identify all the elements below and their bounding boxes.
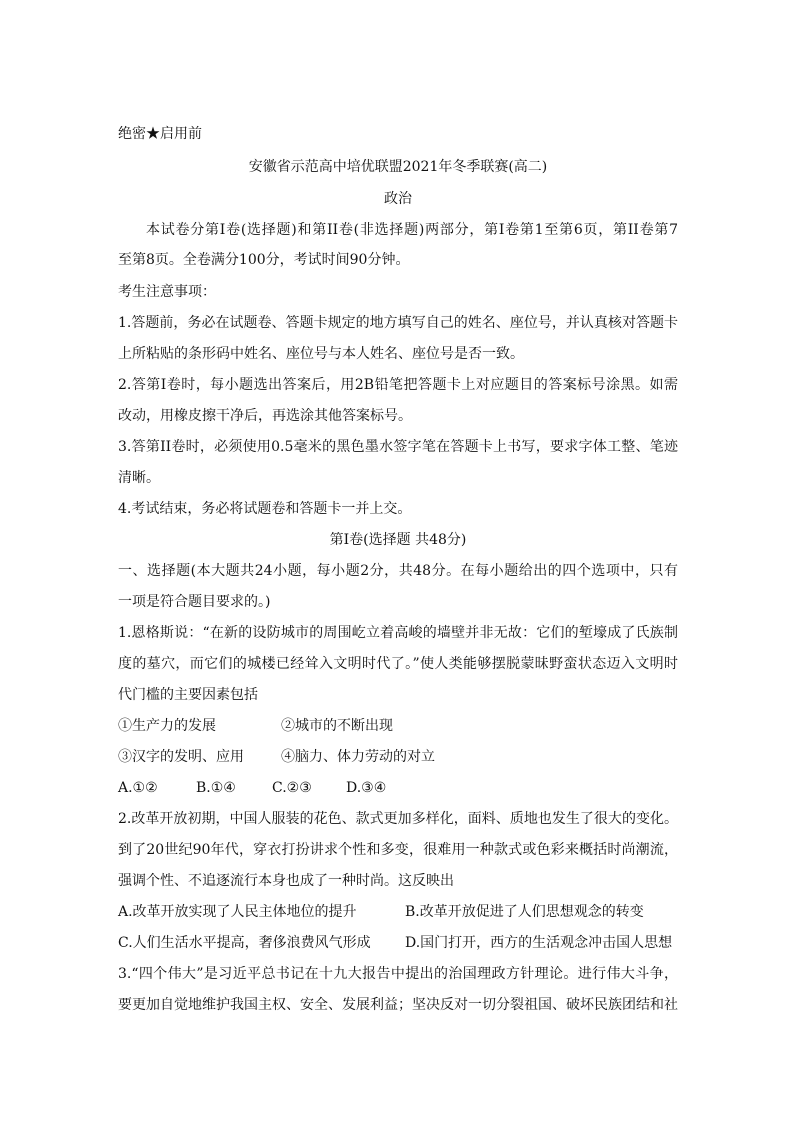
confidential-mark: 绝密★启用前 — [118, 126, 202, 142]
notice-heading: 考生注意事项： — [118, 284, 216, 300]
part1-title: 第I卷(选择题 共48分) — [329, 532, 467, 548]
section-instructions: 一项是符合题目要求的。) — [118, 594, 271, 610]
q2-choice-a: A.改革开放实现了人民主体地位的提升 — [118, 904, 357, 920]
notice-line: 2.答第I卷时，每小题选出答案后，用2B铅笔把答题卡上对应题目的答案标号涂黑。如需 — [118, 377, 678, 393]
section-instructions: 一、选择题(本大题共24小题，每小题2分，共48分。在每小题给出的四个选项中，只有 — [118, 563, 678, 579]
intro-line-1: 本试卷分第I卷(选择题)和第II卷(非选择题)两部分，第I卷第1至第6页，第II卷第7 — [146, 222, 678, 238]
q2-choice-b: B.改革开放促进了人们思想观念的转变 — [405, 904, 644, 920]
q1-choice-c: C.②③ — [272, 780, 312, 796]
q1-stem: 1.恩格斯说：“在新的设防城市的周围屹立着高峻的墙壁并非无故：它们的堑壕成了氏族制 — [118, 625, 678, 641]
q3-stem: 3.“四个伟大”是习近平总书记在十九大报告中提出的治国理政方针理论。进行伟大斗争， — [118, 966, 678, 982]
notice-line: 上所粘贴的条形码中姓名、座位号与本人姓名、座位号是否一致。 — [118, 346, 524, 362]
exam-title: 安徽省示范高中培优联盟2021年冬季联赛(高二) — [248, 159, 548, 175]
notice-line: 1.答题前，务必在试题卷、答题卡规定的地方填写自己的姓名、座位号，并认真核对答题卡 — [118, 315, 678, 331]
notice-line: 4.考试结束，务必将试题卷和答题卡一并上交。 — [118, 501, 412, 517]
q1-choice-d: D.③④ — [346, 780, 387, 796]
q2-choice-d: D.国门打开，西方的生活观念冲击国人思想 — [405, 935, 673, 951]
intro-line-2: 至第8页。全卷满分100分，考试时间90分钟。 — [118, 252, 410, 268]
q2-choice-c: C.人们生活水平提高，奢侈浪费风气形成 — [118, 935, 371, 951]
q3-stem: 要更加自觉地维护我国主权、安全、发展利益；坚决反对一切分裂祖国、破坏民族团结和社 — [118, 997, 678, 1013]
q1-choice-a: A.①② — [118, 780, 158, 796]
q1-item: ②城市的不断出现 — [281, 718, 393, 734]
q1-choice-b: B.①④ — [196, 780, 236, 796]
notice-line: 3.答第II卷时，必须使用0.5毫米的黑色墨水签字笔在答题卡上书写，要求字体工整、笔迹 — [118, 439, 678, 455]
q1-item: ③汉字的发明、应用 — [118, 749, 244, 765]
subject-title: 政治 — [384, 191, 412, 207]
q1-stem: 代门槛的主要因素包括 — [118, 687, 258, 703]
q2-stem: 到了20世纪90年代，穿衣打扮讲求个性和多变，很难用一种款式或色彩来概括时尚潮流， — [118, 842, 678, 858]
q1-stem: 度的墓穴，而它们的城楼已经耸入文明时代了。”使人类能够摆脱蒙昧野蛮状态迈入文明时 — [118, 656, 678, 672]
notice-line: 改动，用橡皮擦干净后，再选涂其他答案标号。 — [118, 408, 412, 424]
q1-item: ④脑力、体力劳动的对立 — [281, 749, 435, 765]
q1-item: ①生产力的发展 — [118, 718, 216, 734]
notice-line: 清晰。 — [118, 470, 160, 486]
q2-stem: 2.改革开放初期，中国人服装的花色、款式更加多样化，面料、质地也发生了很大的变化。 — [118, 811, 678, 827]
q2-stem: 强调个性、不追逐流行本身也成了一种时尚。这反映出 — [118, 873, 454, 889]
